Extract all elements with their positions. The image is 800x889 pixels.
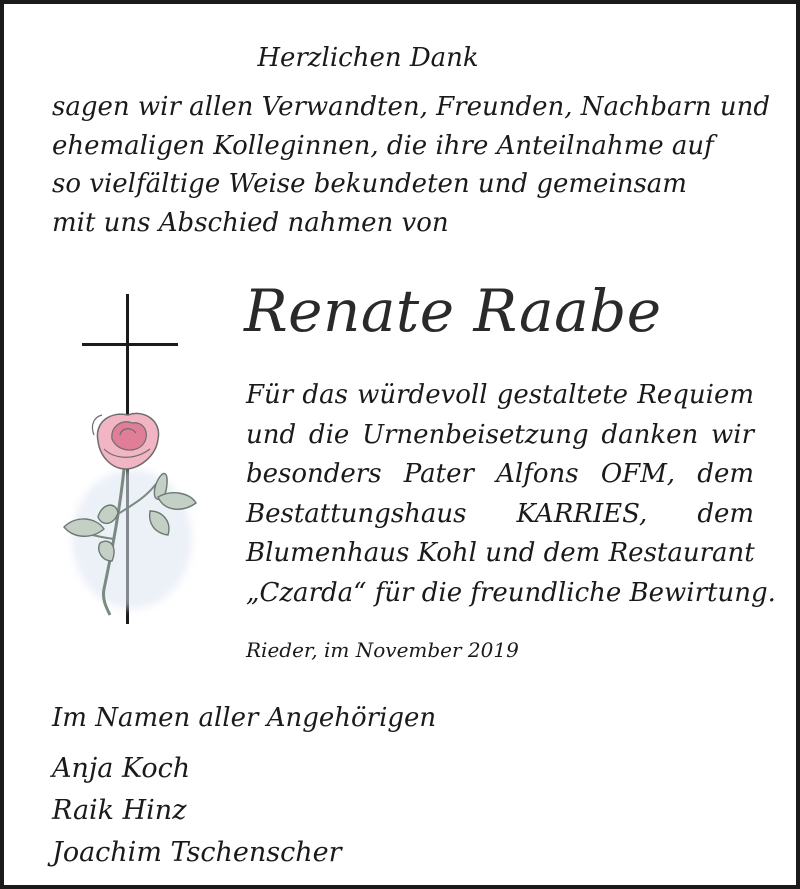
signer-name: Raik Hinz	[52, 795, 187, 826]
thanks-line: und die Urnenbeisetzung danken wir	[246, 419, 754, 450]
heading: Herzlichen Dank	[257, 43, 479, 73]
thanks-line: Für das würdevoll gestaltete Requiem	[246, 380, 754, 410]
intro-line: sagen wir allen Verwandten, Freunden, Nachbarn und	[52, 92, 771, 122]
intro-line: mit uns Abschied nahmen von	[52, 207, 449, 238]
signer-name: Anja Koch	[52, 753, 191, 784]
thanks-line: „Czarda“ für die freundliche Bewirtung.	[246, 577, 776, 608]
cross-and-rose-emblem	[54, 289, 214, 639]
on-behalf-line: Im Namen aller Angehörigen	[52, 703, 437, 733]
signer-list	[52, 748, 342, 874]
deceased-name: Renate Raabe	[244, 277, 662, 345]
place-date: Rieder, im November 2019	[246, 638, 519, 662]
intro-text	[52, 88, 772, 242]
thanks-line: Blumenhaus Kohl und dem Restaurant	[246, 538, 755, 568]
intro-line: ehemaligen Kolleginnen, die ihre Anteilnahme auf	[52, 130, 714, 161]
rose-icon	[64, 413, 196, 615]
thanks-text	[246, 376, 776, 613]
thanks-line: besonders Pater Alfons OFM, dem	[246, 459, 754, 489]
signer-name: Joachim Tschenscher	[52, 837, 342, 868]
thanks-line: Bestattungshaus KARRIES, dem	[246, 498, 754, 529]
intro-line: so vielfältige Weise bekundeten und gemeinsam	[52, 169, 687, 199]
